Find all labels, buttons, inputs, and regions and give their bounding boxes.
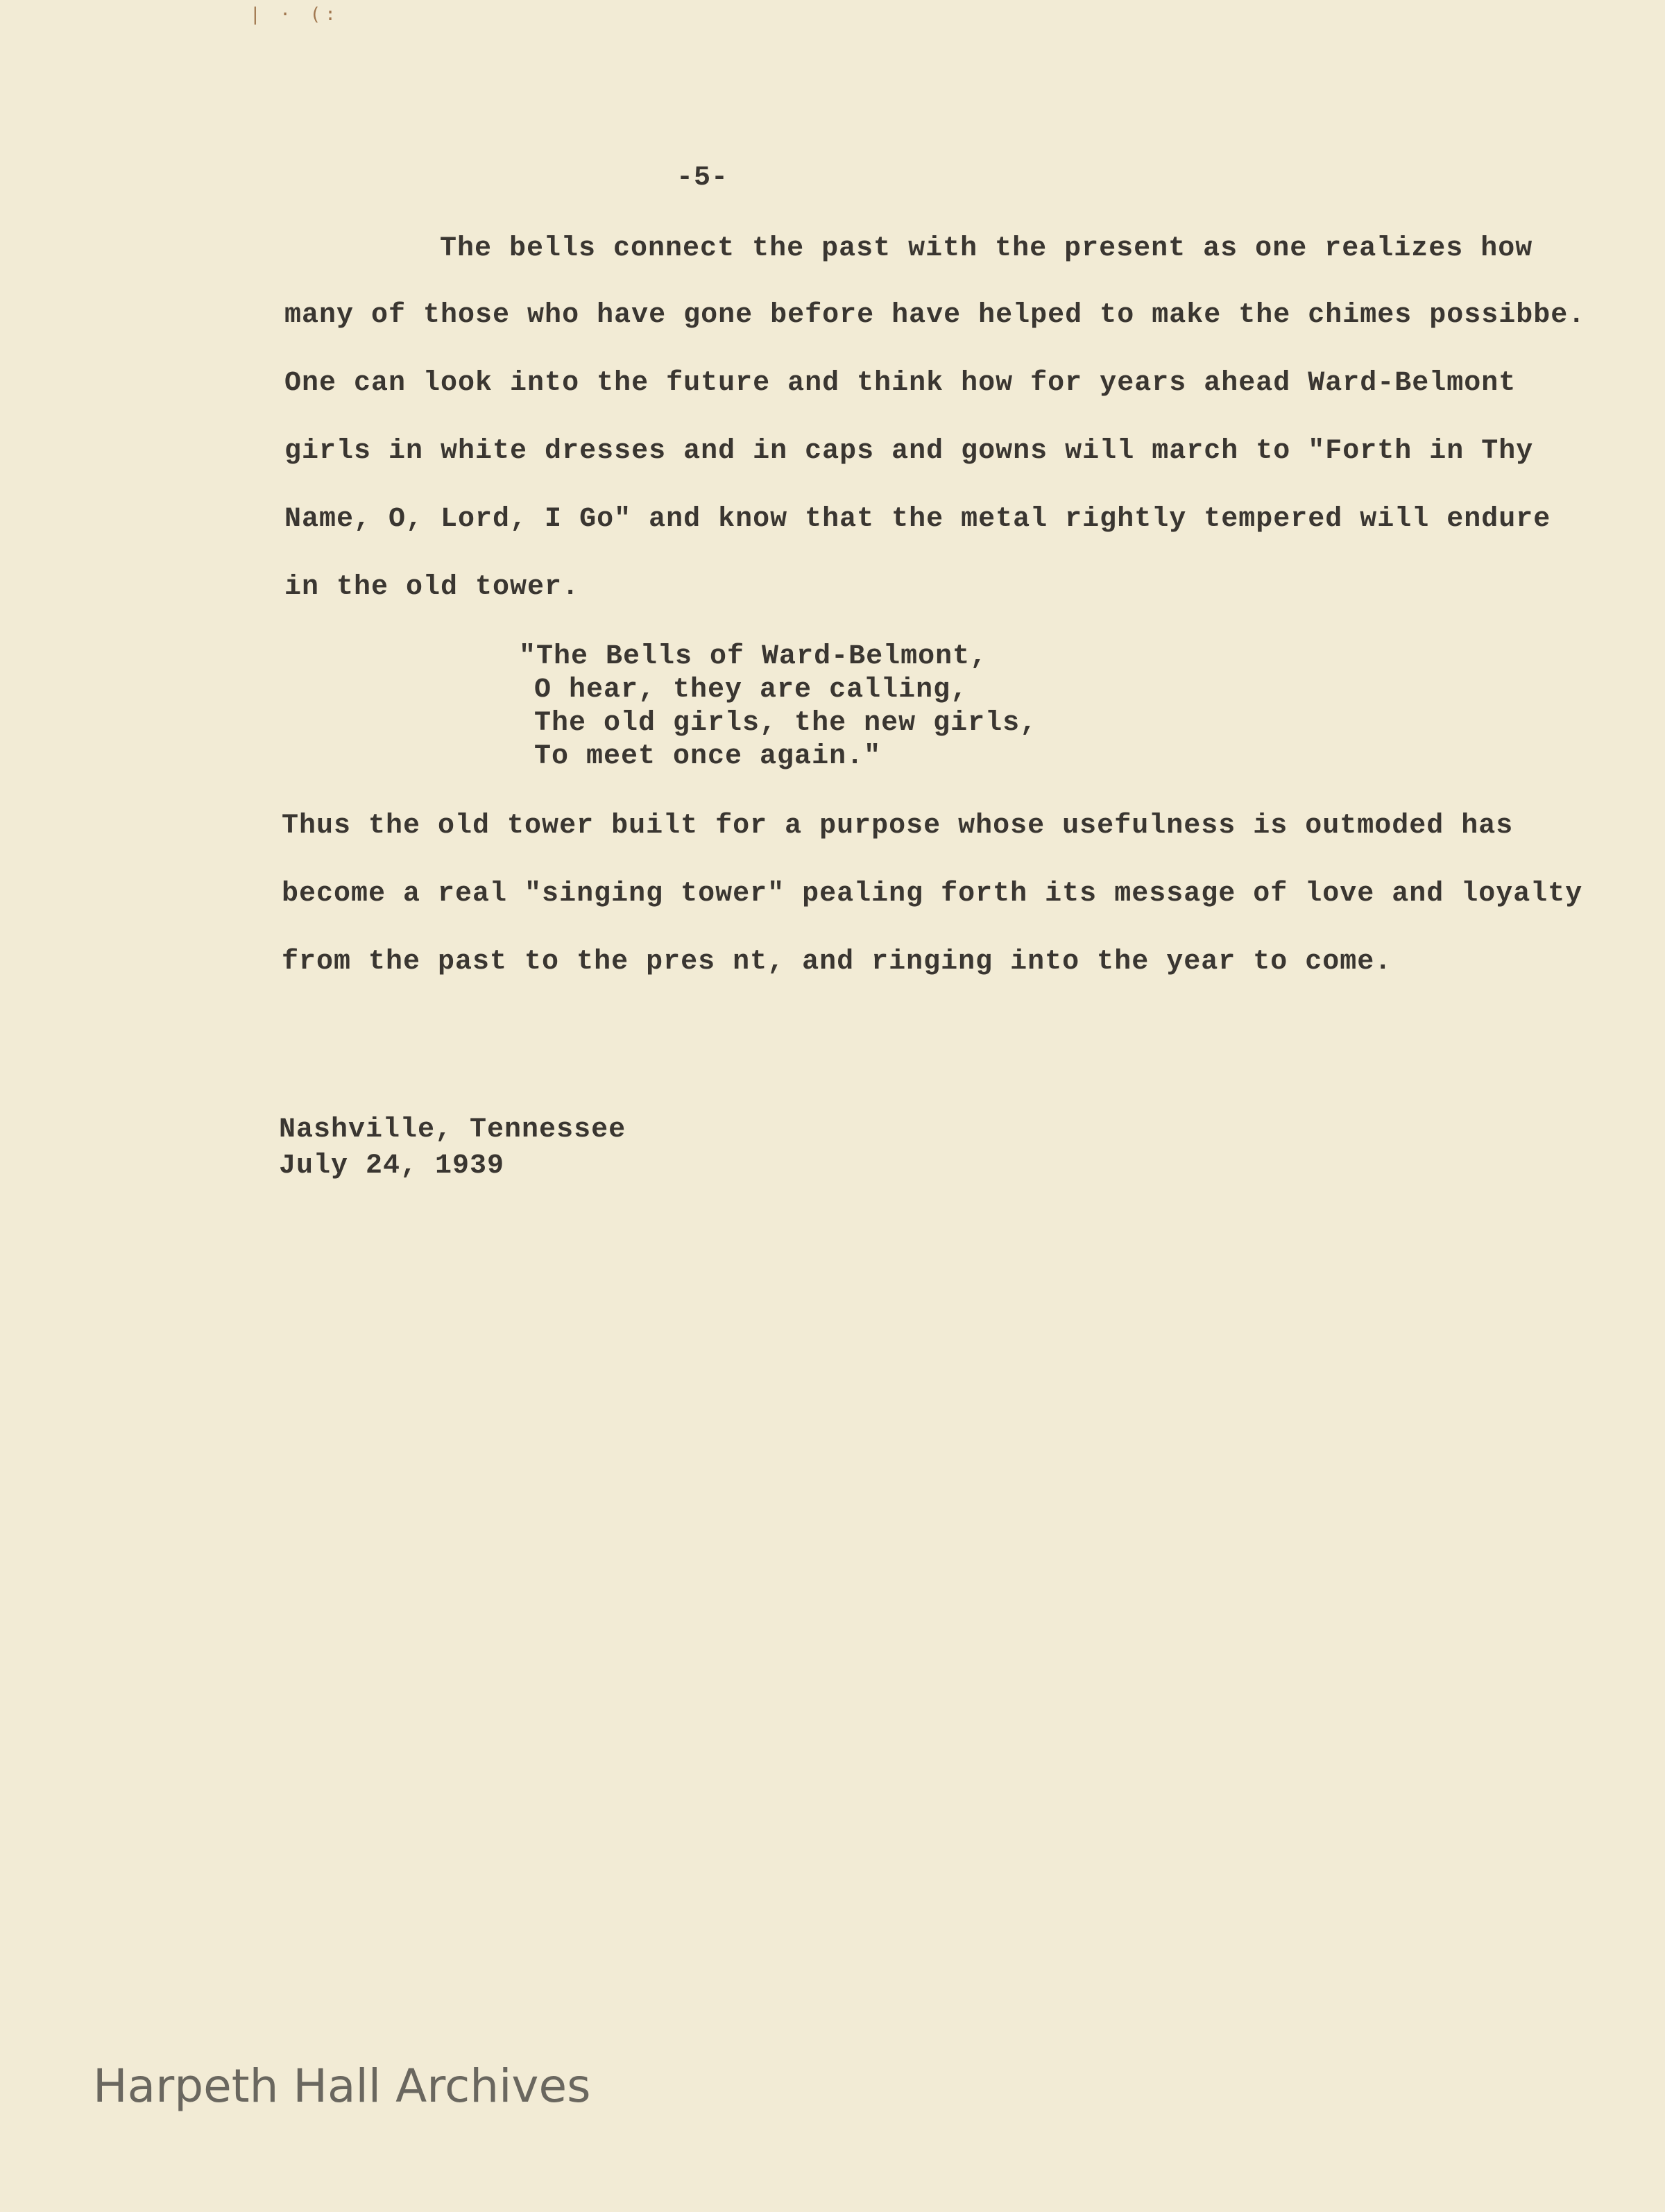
corner-marks: | · (:	[250, 4, 340, 25]
page-number: -5-	[676, 162, 729, 194]
date-line: July 24, 1939	[279, 1150, 505, 1182]
paragraph-1-line: Name, O, Lord, I Go" and know that the metal rightly tempered will endure	[284, 504, 1551, 535]
paragraph-2-line: become a real "singing tower" pealing forth its message of love and loyalty	[282, 878, 1583, 910]
archive-watermark: Harpeth Hall Archives	[93, 2059, 591, 2113]
place-line: Nashville, Tennessee	[279, 1114, 626, 1146]
paragraph-1-line: in the old tower.	[284, 572, 580, 603]
verse-line: To meet once again."	[534, 741, 882, 772]
paragraph-2-line: from the past to the pres nt, and ringing into the year to come.	[282, 946, 1392, 978]
paragraph-2-line: Thus the old tower built for a purpose whose usefulness is outmoded has	[282, 810, 1514, 842]
paragraph-1-line: One can look into the future and think how for years ahead Ward-Belmont	[284, 368, 1517, 399]
verse-line: O hear, they are calling,	[534, 674, 968, 706]
paragraph-1-line: many of those who have gone before have helped to make the chimes possibbe.	[284, 300, 1586, 331]
verse-line: "The Bells of Ward-Belmont,	[519, 641, 988, 672]
verse-line: The old girls, the new girls,	[534, 708, 1038, 739]
paragraph-1-line: girls in white dresses and in caps and gowns will march to "Forth in Thy	[284, 436, 1534, 467]
paragraph-1-line: The bells connect the past with the present as one realizes how	[440, 233, 1533, 264]
